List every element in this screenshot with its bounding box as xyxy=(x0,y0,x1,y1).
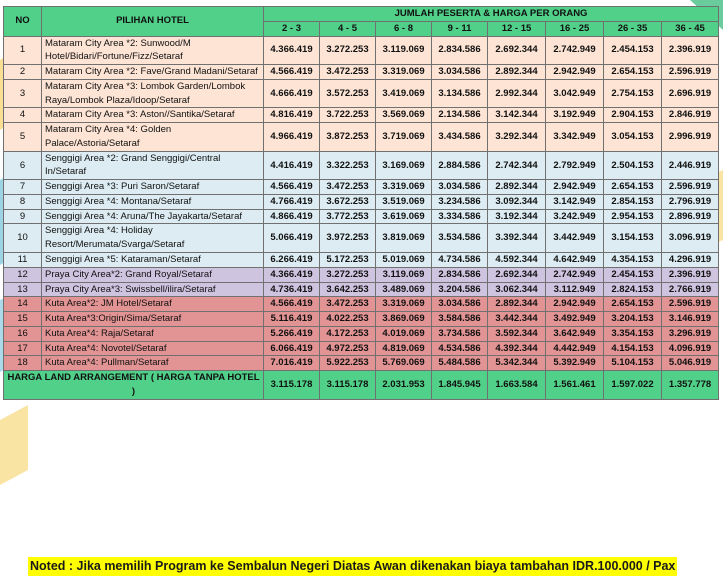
price-cell: 3.292.344 xyxy=(488,123,546,152)
price-cell: 3.642.949 xyxy=(546,326,604,341)
price-cell: 5.172.253 xyxy=(320,253,376,268)
col-header-participants: 26 - 35 xyxy=(604,21,662,36)
price-cell: 2.766.919 xyxy=(662,282,719,297)
price-cell: 3.034.586 xyxy=(432,180,488,195)
col-header-participants: 2 - 3 xyxy=(264,21,320,36)
price-cell: 2.742.949 xyxy=(546,267,604,282)
price-cell: 4.866.419 xyxy=(264,209,320,224)
price-cell: 2.992.344 xyxy=(488,79,546,108)
col-header-participants: 4 - 5 xyxy=(320,21,376,36)
price-cell: 2.754.153 xyxy=(604,79,662,108)
hotel-name: Mataram City Area *3: Lombok Garden/Lombok Raya/Lombok Plaza/Idoop/Setaraf xyxy=(42,79,264,108)
price-cell: 4.392.344 xyxy=(488,341,546,356)
hotel-price-table xyxy=(3,6,719,400)
price-cell: 4.022.253 xyxy=(320,312,376,327)
table-row xyxy=(4,253,719,268)
price-cell: 3.584.586 xyxy=(432,312,488,327)
price-cell: 3.146.919 xyxy=(662,312,719,327)
row-number: 11 xyxy=(4,253,42,268)
row-number: 18 xyxy=(4,356,42,371)
row-number: 9 xyxy=(4,209,42,224)
hotel-name: Mataram City Area *3: Aston//Santika/Setaraf xyxy=(42,108,264,123)
col-header-participants: 6 - 8 xyxy=(376,21,432,36)
table-row xyxy=(4,282,719,297)
price-cell: 2.892.344 xyxy=(488,65,546,80)
table-row xyxy=(4,194,719,209)
price-cell: 4.366.419 xyxy=(264,267,320,282)
row-number: 6 xyxy=(4,151,42,180)
price-cell: 4.296.919 xyxy=(662,253,719,268)
hotel-name: Senggigi Area *4: Montana/Setaraf xyxy=(42,194,264,209)
price-cell: 3.096.919 xyxy=(662,224,719,253)
price-cell: 3.569.069 xyxy=(376,108,432,123)
price-cell: 3.192.949 xyxy=(546,108,604,123)
price-cell: 5.922.253 xyxy=(320,356,376,371)
land-price-cell: 1.561.461 xyxy=(546,371,604,400)
col-header-participants: 12 - 15 xyxy=(488,21,546,36)
sembalun-note: Noted : Jika memilih Program ke Sembalun Negeri Diatas Awan dikenakan biaya tambahan IDR.100.000 / Pax xyxy=(28,557,677,576)
col-header-participants: 36 - 45 xyxy=(662,21,719,36)
price-cell: 2.942.949 xyxy=(546,180,604,195)
price-cell: 3.142.344 xyxy=(488,108,546,123)
hotel-name: Mataram City Area *2: Fave/Grand Madani/Setaraf xyxy=(42,65,264,80)
price-cell: 4.416.419 xyxy=(264,151,320,180)
col-header-participants: 16 - 25 xyxy=(546,21,604,36)
table-row xyxy=(4,297,719,312)
table-row xyxy=(4,224,719,253)
price-cell: 3.519.069 xyxy=(376,194,432,209)
row-number: 16 xyxy=(4,326,42,341)
col-header-no: NO xyxy=(4,7,42,37)
price-cell: 4.154.153 xyxy=(604,341,662,356)
price-cell: 3.472.253 xyxy=(320,65,376,80)
price-cell: 2.834.586 xyxy=(432,36,488,65)
price-cell: 2.654.153 xyxy=(604,65,662,80)
price-cell: 4.966.419 xyxy=(264,123,320,152)
price-cell: 4.019.069 xyxy=(376,326,432,341)
price-cell: 3.719.069 xyxy=(376,123,432,152)
price-cell: 5.392.949 xyxy=(546,356,604,371)
price-cell: 3.234.586 xyxy=(432,194,488,209)
price-cell: 3.062.344 xyxy=(488,282,546,297)
row-number: 15 xyxy=(4,312,42,327)
row-number: 17 xyxy=(4,341,42,356)
price-cell: 3.534.586 xyxy=(432,224,488,253)
price-cell: 4.816.419 xyxy=(264,108,320,123)
land-price-cell: 1.357.778 xyxy=(662,371,719,400)
col-header-participants: 9 - 11 xyxy=(432,21,488,36)
price-cell: 2.446.919 xyxy=(662,151,719,180)
price-cell: 3.354.153 xyxy=(604,326,662,341)
price-cell: 2.854.153 xyxy=(604,194,662,209)
price-cell: 3.442.949 xyxy=(546,224,604,253)
land-price-cell: 3.115.178 xyxy=(264,371,320,400)
hotel-name: Senggigi Area *3: Puri Saron/Setaraf xyxy=(42,180,264,195)
price-cell: 3.034.586 xyxy=(432,65,488,80)
price-cell: 2.742.344 xyxy=(488,151,546,180)
price-cell: 5.484.586 xyxy=(432,356,488,371)
price-cell: 3.296.919 xyxy=(662,326,719,341)
price-cell: 2.942.949 xyxy=(546,65,604,80)
price-cell: 3.872.253 xyxy=(320,123,376,152)
land-arrangement-label: HARGA LAND ARRANGEMENT ( HARGA TANPA HOTEL ) xyxy=(4,371,264,400)
price-cell: 3.169.069 xyxy=(376,151,432,180)
col-header-group: JUMLAH PESERTA & HARGA PER ORANG xyxy=(264,7,719,22)
price-cell: 3.489.069 xyxy=(376,282,432,297)
price-cell: 4.534.586 xyxy=(432,341,488,356)
price-cell: 4.566.419 xyxy=(264,180,320,195)
price-cell: 3.034.586 xyxy=(432,297,488,312)
land-price-cell: 1.663.584 xyxy=(488,371,546,400)
table-row xyxy=(4,108,719,123)
row-number: 14 xyxy=(4,297,42,312)
price-cell: 4.566.419 xyxy=(264,297,320,312)
price-cell: 4.766.419 xyxy=(264,194,320,209)
hotel-name: Mataram City Area *4: Golden Palace/Astoria/Setaraf xyxy=(42,123,264,152)
price-cell: 3.819.069 xyxy=(376,224,432,253)
price-cell: 3.204.153 xyxy=(604,312,662,327)
price-cell: 5.104.153 xyxy=(604,356,662,371)
price-cell: 3.392.344 xyxy=(488,224,546,253)
table-row xyxy=(4,267,719,282)
price-cell: 3.092.344 xyxy=(488,194,546,209)
price-cell: 4.642.949 xyxy=(546,253,604,268)
table-row xyxy=(4,356,719,371)
price-cell: 2.596.919 xyxy=(662,65,719,80)
price-cell: 3.134.586 xyxy=(432,79,488,108)
price-cell: 2.796.919 xyxy=(662,194,719,209)
price-cell: 3.592.344 xyxy=(488,326,546,341)
price-cell: 3.442.344 xyxy=(488,312,546,327)
price-cell: 2.896.919 xyxy=(662,209,719,224)
table-row xyxy=(4,151,719,180)
hotel-name: Mataram City Area *2: Sunwood/M Hotel/Bidari/Fortune/Fizz/Setaraf xyxy=(42,36,264,65)
table-row xyxy=(4,36,719,65)
table-row xyxy=(4,123,719,152)
price-cell: 3.334.586 xyxy=(432,209,488,224)
price-cell: 5.066.419 xyxy=(264,224,320,253)
price-cell: 7.016.419 xyxy=(264,356,320,371)
price-cell: 3.119.069 xyxy=(376,267,432,282)
land-price-cell: 2.031.953 xyxy=(376,371,432,400)
price-cell: 4.972.253 xyxy=(320,341,376,356)
price-cell: 5.769.069 xyxy=(376,356,432,371)
price-cell: 6.066.419 xyxy=(264,341,320,356)
price-cell: 3.142.949 xyxy=(546,194,604,209)
price-cell: 2.454.153 xyxy=(604,267,662,282)
price-cell: 2.692.344 xyxy=(488,267,546,282)
price-cell: 2.654.153 xyxy=(604,180,662,195)
price-cell: 5.046.919 xyxy=(662,356,719,371)
row-number: 5 xyxy=(4,123,42,152)
row-number: 8 xyxy=(4,194,42,209)
col-header-hotel: PILIHAN HOTEL xyxy=(42,7,264,37)
row-number: 10 xyxy=(4,224,42,253)
price-cell: 3.119.069 xyxy=(376,36,432,65)
hotel-name: Kuta Area*4: Raja/Setaraf xyxy=(42,326,264,341)
hotel-name: Praya City Area*2: Grand Royal/Setaraf xyxy=(42,267,264,282)
price-cell: 3.419.069 xyxy=(376,79,432,108)
table-row xyxy=(4,209,719,224)
price-cell: 4.666.419 xyxy=(264,79,320,108)
table-row xyxy=(4,341,719,356)
price-cell: 3.734.586 xyxy=(432,326,488,341)
hotel-name: Kuta Area*4: Novotel/Setaraf xyxy=(42,341,264,356)
price-cell: 3.642.253 xyxy=(320,282,376,297)
price-cell: 3.272.253 xyxy=(320,36,376,65)
price-cell: 4.736.419 xyxy=(264,282,320,297)
land-arrangement-row xyxy=(4,371,719,400)
price-cell: 3.869.069 xyxy=(376,312,432,327)
price-cell: 4.172.253 xyxy=(320,326,376,341)
price-cell: 2.834.586 xyxy=(432,267,488,282)
header-row-top xyxy=(4,7,719,22)
hotel-name: Kuta Area*3:Origin/Sima/Setaraf xyxy=(42,312,264,327)
hotel-name: Senggigi Area *4: Aruna/The Jayakarta/Setaraf xyxy=(42,209,264,224)
price-cell: 2.396.919 xyxy=(662,267,719,282)
price-cell: 3.242.949 xyxy=(546,209,604,224)
hotel-name: Kuta Area*4: Pullman/Setaraf xyxy=(42,356,264,371)
price-cell: 3.322.253 xyxy=(320,151,376,180)
price-cell: 3.154.153 xyxy=(604,224,662,253)
land-price-cell: 1.597.022 xyxy=(604,371,662,400)
price-cell: 3.192.344 xyxy=(488,209,546,224)
price-cell: 5.266.419 xyxy=(264,326,320,341)
price-cell: 2.942.949 xyxy=(546,297,604,312)
price-cell: 3.319.069 xyxy=(376,65,432,80)
land-price-cell: 3.115.178 xyxy=(320,371,376,400)
price-cell: 3.972.253 xyxy=(320,224,376,253)
price-cell: 3.572.253 xyxy=(320,79,376,108)
row-number: 3 xyxy=(4,79,42,108)
price-cell: 2.134.586 xyxy=(432,108,488,123)
price-cell: 3.672.253 xyxy=(320,194,376,209)
price-cell: 2.396.919 xyxy=(662,36,719,65)
price-cell: 3.319.069 xyxy=(376,297,432,312)
price-cell: 3.054.153 xyxy=(604,123,662,152)
price-cell: 2.824.153 xyxy=(604,282,662,297)
price-cell: 2.696.919 xyxy=(662,79,719,108)
price-cell: 3.492.949 xyxy=(546,312,604,327)
price-cell: 2.904.153 xyxy=(604,108,662,123)
price-cell: 3.619.069 xyxy=(376,209,432,224)
price-cell: 3.319.069 xyxy=(376,180,432,195)
price-cell: 5.342.344 xyxy=(488,356,546,371)
row-number: 2 xyxy=(4,65,42,80)
hotel-name: Senggigi Area *5: Kataraman/Setaraf xyxy=(42,253,264,268)
price-cell: 4.592.344 xyxy=(488,253,546,268)
price-cell: 4.354.153 xyxy=(604,253,662,268)
price-cell: 3.272.253 xyxy=(320,267,376,282)
table-row xyxy=(4,180,719,195)
row-number: 1 xyxy=(4,36,42,65)
price-cell: 4.096.919 xyxy=(662,341,719,356)
price-cell: 6.266.419 xyxy=(264,253,320,268)
hotel-name: Praya City Area*3: Swissbell/ilira/Setaraf xyxy=(42,282,264,297)
price-cell: 2.454.153 xyxy=(604,36,662,65)
price-cell: 3.722.253 xyxy=(320,108,376,123)
price-cell: 3.772.253 xyxy=(320,209,376,224)
price-cell: 3.472.253 xyxy=(320,180,376,195)
price-cell: 4.819.069 xyxy=(376,341,432,356)
hotel-name: Senggigi Area *4: Holiday Resort/Merumata/Svarga/Setaraf xyxy=(42,224,264,253)
price-cell: 2.884.586 xyxy=(432,151,488,180)
table-row xyxy=(4,326,719,341)
row-number: 7 xyxy=(4,180,42,195)
price-cell: 3.112.949 xyxy=(546,282,604,297)
price-cell: 2.654.153 xyxy=(604,297,662,312)
price-cell: 2.596.919 xyxy=(662,297,719,312)
hotel-name: Senggigi Area *2: Grand Senggigi/Central In/Setaraf xyxy=(42,151,264,180)
price-cell: 2.892.344 xyxy=(488,297,546,312)
price-cell: 3.472.253 xyxy=(320,297,376,312)
price-cell: 4.566.419 xyxy=(264,65,320,80)
price-cell: 3.434.586 xyxy=(432,123,488,152)
price-cell: 2.692.344 xyxy=(488,36,546,65)
price-cell: 2.846.919 xyxy=(662,108,719,123)
price-cell: 5.019.069 xyxy=(376,253,432,268)
price-cell: 4.734.586 xyxy=(432,253,488,268)
price-cell: 2.742.949 xyxy=(546,36,604,65)
price-cell: 3.042.949 xyxy=(546,79,604,108)
land-price-cell: 1.845.945 xyxy=(432,371,488,400)
table-row xyxy=(4,65,719,80)
price-cell: 3.342.949 xyxy=(546,123,604,152)
table-row xyxy=(4,312,719,327)
price-cell: 2.954.153 xyxy=(604,209,662,224)
price-cell: 2.596.919 xyxy=(662,180,719,195)
price-cell: 2.504.153 xyxy=(604,151,662,180)
table-row xyxy=(4,79,719,108)
price-cell: 4.366.419 xyxy=(264,36,320,65)
row-number: 13 xyxy=(4,282,42,297)
price-cell: 3.204.586 xyxy=(432,282,488,297)
row-number: 12 xyxy=(4,267,42,282)
price-cell: 4.442.949 xyxy=(546,341,604,356)
row-number: 4 xyxy=(4,108,42,123)
price-cell: 5.116.419 xyxy=(264,312,320,327)
price-cell: 2.792.949 xyxy=(546,151,604,180)
price-cell: 2.996.919 xyxy=(662,123,719,152)
hotel-name: Kuta Area*2: JM Hotel/Setaraf xyxy=(42,297,264,312)
price-cell: 2.892.344 xyxy=(488,180,546,195)
